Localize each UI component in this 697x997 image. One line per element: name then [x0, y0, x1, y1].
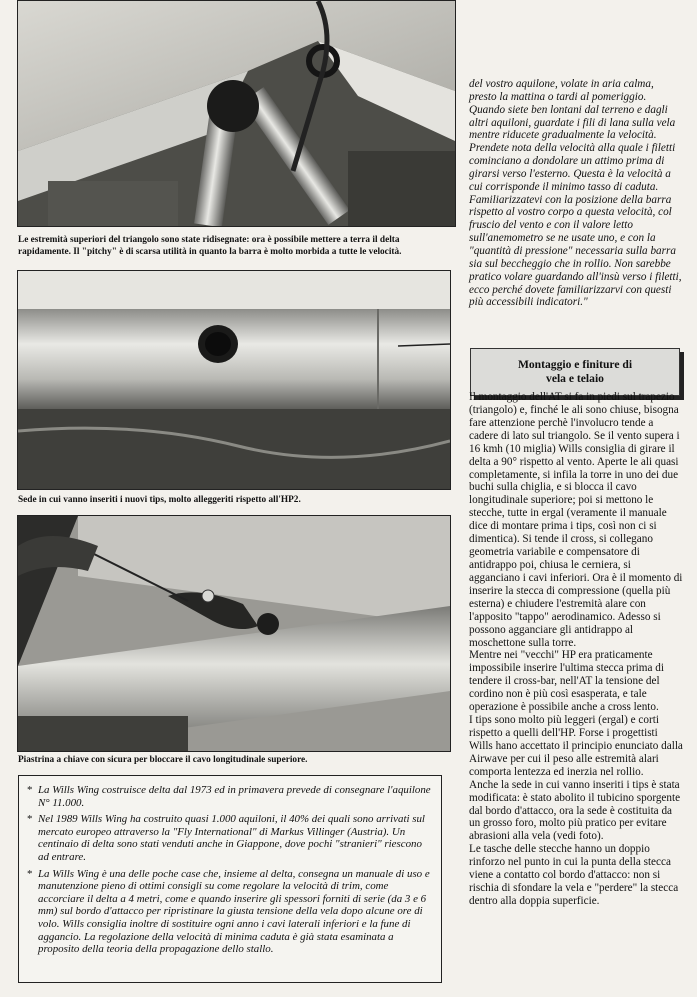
section-title: Montaggio e finiture di vela e telaio — [517, 358, 633, 385]
section-heading-box — [470, 348, 680, 396]
note-item — [27, 813, 433, 863]
photo-triangle-apex — [17, 0, 456, 227]
bullet-star-icon: * — [27, 784, 33, 796]
italic-paragraph-text: del vostro aquilone, volate in aria calma, presto la mattina o tardi al pomeriggio. Quando siete ben lontani dal terreno e dagli altri aquiloni, guardate i fili di lana sulla vela mentre riducete gradualmente la velocità. Prendete nota della velocità alla quale i filetti cominciano a dondolare un attimo prima di girarsi verso l'esterno. Questa è la velocità a cui corrisponde il minimo tasso di caduta. Familiarizzatevi con la posizione della barra rispetto al vostro corpo a questa velocità, col fruscio del vento e con il valore letto sull'anemometro se ne usate uno, e con la "quantità di pressione" necessaria sulla barra sia sul beccheggio che in rollio. Non sarebbe pratico volare guardando all'insù verso i filetti, ecco perché dovete familiarizzarvi con questi più accessibili indicatori." — [469, 78, 682, 309]
note-item — [27, 784, 433, 809]
photo-caption-1: Le estremità superiori del triangolo sono state ridisegnate: ora è possibile mettere a terra il delta rapidamente. Il "pitchy" è di scarsa utilità in quanto la barra è molto morbida a tutte le velocità. — [18, 235, 402, 257]
body-paragraph: I tips sono molto più leggeri (ergal) e corti rispetto a quelli dell'HP. Forse i progettisti Wills hano accettato il principio enunciato dalla Airwave per cui il peso alle estremità alari comporta lentezza ed inerzia nel rollio. — [469, 714, 683, 778]
note-text: Nel 1989 Wills Wing ha costruito quasi 1.000 aquiloni, il 40% dei quali sono arrivati sul mercato europeo attraverso la "Fly International" di Markus Villinger (Austria). Un centinaio di delta sono stati venduti anche in Giappone, dove pochi "stranieri" riescono ad entrare. — [38, 813, 425, 863]
note-text: La Wills Wing è una delle poche case che, insieme al delta, consegna un manuale di uso e manutenzione pieno di ottimi consigli su come regolare la velocità di trim, come accorciare il delta a 4 metri, come e quando inserire gli spessori forniti di serie (da 3 e 6 mm) sul bordo d'attacco per ripristinare la giusta tensione della vela dopo alcune ore di volo. Wills consiglia inoltre di sostituire ogni anno i cavi laterali inferiori e la fune di aggancio. La regolazione della velocità di minima caduta è già stata esaminata a proposito della teoria della propagazione dello stallo. — [38, 867, 430, 956]
photo-tips-socket — [17, 270, 451, 490]
body-paragraph: Anche la sede in cui vanno inseriti i tips è stata modificata: è stato abolito il tubicino sporgente dal bordo d'attacco, ora la sede è costituita da un grosso foro, molto più pratico per evitare abrasioni alla vela (vedi foto). — [469, 778, 681, 843]
bullet-star-icon: * — [27, 813, 33, 826]
body-paragraph: Il montaggio dell'AT si fa in piedi sul trapezio (triangolo) e, finché le ali sono chiuse, bisogna fare attenzione perchè l'involucro tende a cadere di lato sul triangolo. Se il vento supera i 16 kmh (10 miglia) Wills consiglia di girare il delta a 90° rispetto al vento. Aperte le ali quasi completamente, si infila la torre in uno dei due buchi sulla chiglia, e si blocca il cavo longitudinale superiore; poi si mettono le stecche, tutte in ergal (veramente il manuale dice di montare prima i tips, così non ci si dimentica). Si tende il cross, si collegano geometria variabile e compensatore di antidrappo poi, chiusa le cerniera, si agganciano i cavi inferiori. Ora è il momento di inserire la stecca di compressione (quella più esterna) e chiudere l'estremità alare con l'apposito "tappo" aerodinamico. Adesso si possono agganciare gli antidrappo al moschettone sulla torre. — [469, 391, 683, 649]
notes-box — [18, 775, 442, 983]
body-text-column — [469, 391, 683, 908]
body-paragraph: Le tasche delle stecche hanno un doppio rinforzo nel punto in cui la punta della stecca viene a contatto col bordo d'attacco: non si rischia di sfondare la vela e "perdere" la stecca dentro alla doppia superficie. — [469, 843, 679, 907]
photo-caption-2: Sede in cui vanno inseriti i nuovi tips, molto alleggeriti rispetto all'HP2. — [18, 495, 301, 505]
photo-key-plate — [17, 515, 451, 752]
note-item — [27, 868, 433, 956]
italic-intro-paragraph — [469, 78, 683, 309]
note-text: La Wills Wing costruisce delta dal 1973 ed in primavera prevede di consegnare l'aquilone N° 11.000. — [38, 784, 431, 809]
body-paragraph: Mentre nei "vecchi" HP era praticamente impossibile inserire l'ultima stecca prima di tendere il cross-bar, nell'AT la tensione del cordino non è più così esasperata, e tale operazione è possibile anche a cross lento. — [469, 649, 664, 714]
bullet-star-icon: * — [27, 867, 33, 880]
photo-caption-3: Piastrina a chiave con sicura per bloccare il cavo longitudinale superiore. — [18, 755, 308, 765]
